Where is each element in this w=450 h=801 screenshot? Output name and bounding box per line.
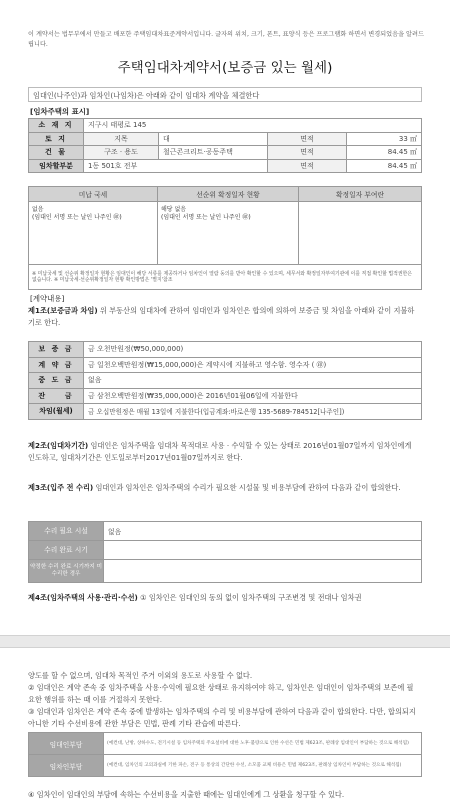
table-row (29, 522, 422, 541)
table-row (29, 755, 422, 777)
land-area-label: 면적 (268, 132, 347, 146)
location-label: 소 재 지 (29, 119, 84, 133)
article-1-title: 제1조(보증금과 차임) (28, 306, 98, 315)
article-1 (28, 305, 420, 328)
table-row (29, 265, 422, 290)
senior-date-cell (158, 202, 299, 265)
date-assign-cell (299, 202, 422, 265)
interim-payment-label: 중 도 금 (29, 373, 84, 389)
certificates-footnote: ※ 미납국세 및 선순위 확정일자 현황은 임대인이 해당 서류를 제공하거나 임차인이 열람 동의를 받아 확인할 수 있으며, 세무서와 확정일자부여기관에 이를 직접 확인할 법적권한은 없습니다. ※ 미납국세·선순위확정일자 현황 확인방법은 '별지'참조 (29, 265, 422, 290)
notice-text: 이 계약서는 법무부에서 만들고 배포한 주택임대차표준계약서입니다. 글자의 위치, 크기, 폰트, 표양식 등은 프로그램화 하면서 변경되었음을 알려드립니다. (28, 31, 424, 48)
table-row (29, 404, 422, 420)
monthly-rent-label: 차임(월세) (29, 404, 84, 420)
repair-date-label: 수리 완료 시기 (29, 541, 104, 560)
tenant-burden-value: (예컨대, 임차인의 고의과실에 기한 파손, 전구 등 통상의 간단한 수선, 소모품 교체 비용은 민법 제623조, 판례상 임차인이 부담하는 것으로 해석됨) (104, 755, 422, 777)
balance-label: 잔 금 (29, 388, 84, 404)
article-3-title: 제3조(입주 전 수리) (28, 483, 94, 492)
article-2-title: 제2조(임대차기간) (28, 441, 89, 450)
lease-part-value: 1동 501호 전부 (84, 159, 268, 173)
article-4-paragraph-4: ④ 임차인이 임대인의 부담에 속하는 수선비용을 지출한 때에는 임대인에게 그 상환을 청구할 수 있다. (28, 790, 345, 799)
lease-area-label: 면적 (268, 159, 347, 173)
repair-facility-label: 수리 필요 시설 (29, 522, 104, 541)
landlord-burden-label: 임대인부담 (29, 733, 104, 755)
article-2 (28, 440, 420, 463)
intro-box: 임대인(나주인)과 임차인(나임차)은 아래와 같이 임대차 계약을 체결한다 (28, 87, 422, 102)
building-area-value: 84.45 ㎡ (347, 146, 422, 160)
land-value: 대 (159, 132, 268, 146)
date-assign-header: 확정일자 부여란 (299, 187, 422, 202)
repair-unfinished-label: 약정한 수리 완료 시기까지 미 수리한 경우 (29, 560, 104, 583)
land-sub-label: 지목 (84, 132, 159, 146)
property-table (28, 118, 422, 173)
unpaid-tax-header: 미납 국세 (29, 187, 158, 202)
balance-value: 금 삼천오백만원정(₩35,000,000)은 2016년01월06일에 지불한다 (84, 388, 422, 404)
article-4-text: ① 임차인은 임대인의 동의 없이 임차주택의 구조변경 및 전대나 임차권 (140, 593, 362, 602)
building-value: 철근콘크리트·공동주택 (159, 146, 268, 160)
down-payment-value: 금 일천오백만원정(₩15,000,000)은 계약시에 지불하고 영수함. 영수자 ( ㊞) (84, 357, 422, 373)
unpaid-tax-signature: (임대인 서명 또는 날인 나주인 ㊞) (32, 214, 122, 221)
repair-unfinished-value (104, 560, 422, 583)
article-4-paragraph-3: ③ 임대인과 임차인은 계약 존속 중에 발생하는 임차주택의 수리 및 비용부담에 관하여 다음과 같이 합의한다. 다만, 합의되지 아니한 기타 수선비용에 관한 부담은 민법, 판례 기타 관습에 따른다. (28, 707, 416, 728)
building-sub-label: 구조 · 용도 (84, 146, 159, 160)
deposit-label: 보 증 금 (29, 342, 84, 358)
table-row (29, 132, 422, 146)
repair-facility-value: 없음 (104, 522, 422, 541)
landlord-burden-value: (예컨대, 난방, 상하수도, 전기시설 등 임차주택의 주요설비에 대한 노후·불량으로 인한 수선은 민법 제623조, 판례상 임대인이 부담하는 것으로 해석됨) (104, 733, 422, 755)
table-row (29, 119, 422, 133)
monthly-rent-value: 금 오십만원정은 매월 13일에 지불한다(입금계좌:바로은행 135-5689-784512[나주인]) (84, 404, 422, 420)
certificates-table (28, 186, 422, 290)
deposit-value: 금 오천만원정(₩50,000,000) (84, 342, 422, 358)
article-4-paragraph-2: ② 임대인은 계약 존속 중 임차주택을 사용·수익에 필요한 상태로 유지하여야 하고, 임차인은 임대인이 임차주택의 보존에 필요한 행위를 하는 때 이를 거절하지 못한다. (28, 683, 414, 704)
repair-table (28, 521, 422, 583)
repair-date-value (104, 541, 422, 560)
article-3 (28, 482, 420, 494)
article-4-continued: 양도를 할 수 없으며, 임대차 목적인 주거 이외의 용도로 사용할 수 없다. (28, 671, 253, 680)
land-area-value: 33 ㎡ (347, 132, 422, 146)
table-row (29, 357, 422, 373)
table-row (29, 388, 422, 404)
document-page-2 (0, 648, 450, 800)
building-label: 건 물 (29, 146, 84, 160)
table-row (29, 146, 422, 160)
document-title: 주택임대차계약서(보증금 있는 월세) (117, 60, 333, 76)
down-payment-label: 계 약 금 (29, 357, 84, 373)
page-separator (0, 635, 450, 648)
table-row (29, 733, 422, 755)
unpaid-tax-value: 없음 (32, 206, 44, 213)
senior-date-signature: (임대인 서명 또는 날인 나주인 ㊞) (161, 214, 251, 221)
unpaid-tax-cell (29, 202, 158, 265)
lease-part-label: 임차할부분 (29, 159, 84, 173)
location-value: 지구시 태평로 145 (84, 119, 422, 133)
building-area-label: 면적 (268, 146, 347, 160)
table-row (29, 541, 422, 560)
article-4-title: 제4조(임차주택의 사용·관리·수선) (28, 593, 138, 602)
table-row (29, 342, 422, 358)
interim-payment-value: 없음 (84, 373, 422, 389)
lease-area-value: 84.45 ㎡ (347, 159, 422, 173)
land-label: 토 지 (29, 132, 84, 146)
table-row (29, 560, 422, 583)
senior-date-header: 선순위 확정일자 현황 (158, 187, 299, 202)
tenant-burden-label: 임차인부담 (29, 755, 104, 777)
table-row (29, 187, 422, 202)
property-heading: [임차주택의 표시] (30, 107, 90, 116)
article-1-text: 위 부동산의 임대차에 관하여 임대인과 임차인은 합의에 의하여 보증금 및 차임을 아래와 같이 지불하기로 한다. (28, 306, 415, 327)
deposit-table (28, 341, 422, 420)
contract-heading: [계약내용] (30, 294, 65, 303)
article-4 (28, 592, 420, 604)
article-2-text: 임대인은 임차주택을 임대차 목적대로 사용 · 수익할 수 있는 상태로 2016년01월07일까지 임차인에게 인도하고, 임대차기간은 인도일로부터2017년01월07일까지로 한다. (28, 441, 412, 462)
table-row (29, 159, 422, 173)
table-row (29, 373, 422, 389)
article-3-text: 임대인과 임차인은 임차주택의 수리가 필요한 시설물 및 비용부담에 관하여 다음과 같이 합의한다. (95, 483, 401, 492)
table-row (29, 202, 422, 265)
senior-date-value: 해당 없음 (161, 206, 187, 213)
repair-burden-table (28, 732, 422, 777)
